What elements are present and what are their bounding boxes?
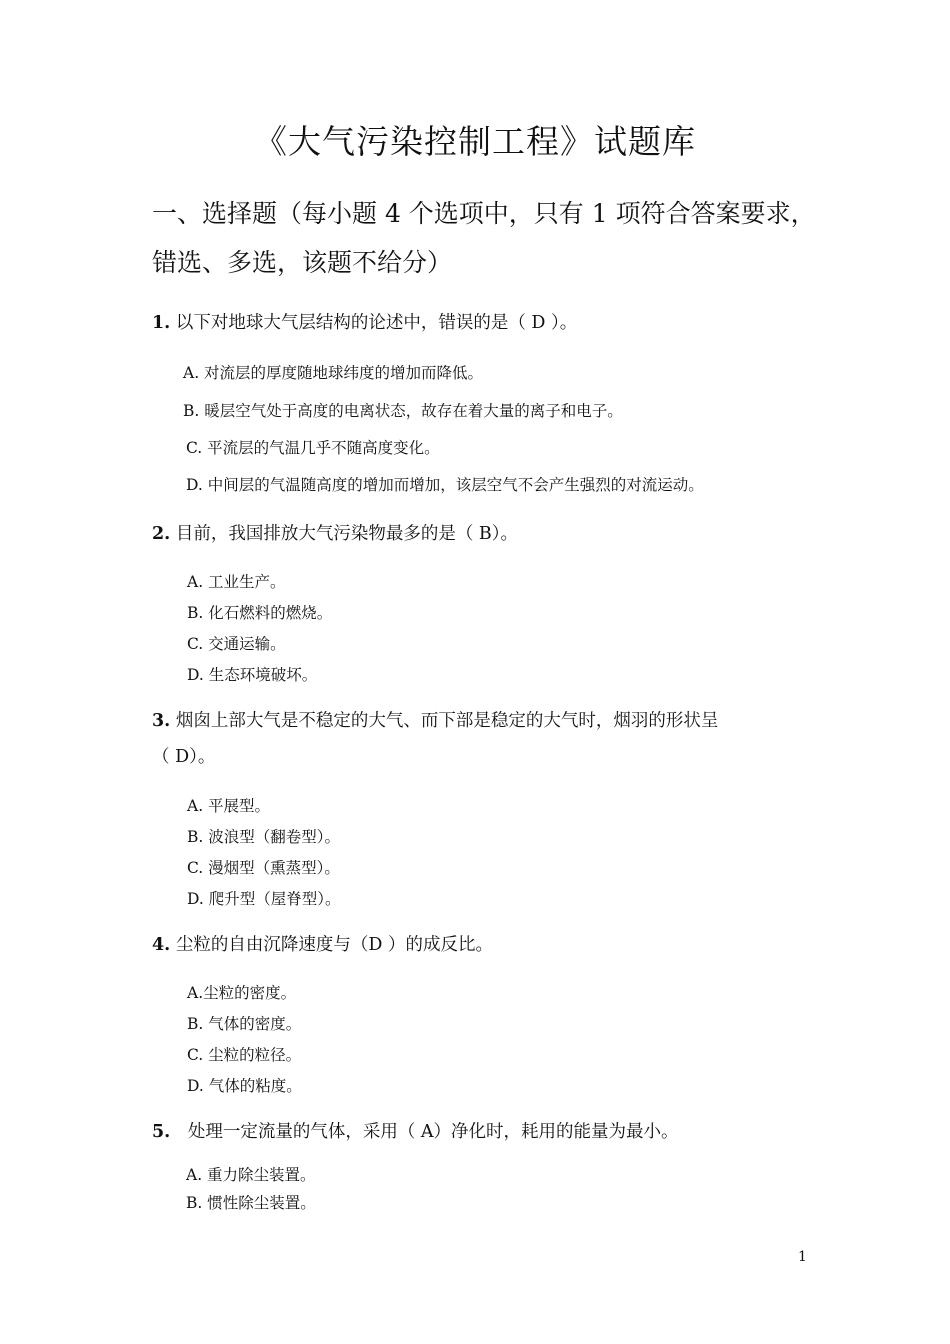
option-4b: B. 气体的密度。 — [187, 1015, 302, 1033]
question-text: 烟囱上部大气是不稳定的大气、而下部是稳定的大气时，烟羽的形状呈 — [175, 711, 719, 731]
option-1b: B. 暖层空气处于高度的电离状态，故存在着大量的离子和电子。 — [183, 402, 623, 420]
option-1c: C. 平流层的气温几乎不随高度变化。 — [186, 439, 440, 457]
option-4d: D. 气体的粘度。 — [187, 1077, 302, 1095]
option-2d: D. 生态环境破坏。 — [187, 666, 318, 684]
question-2 — [152, 520, 518, 545]
question-text: 处理一定流量的气体，采用（ A）净化时，耗用的能量为最小。 — [187, 1122, 679, 1142]
option-3d: D. 爬升型（屋脊型）。 — [187, 890, 341, 908]
question-5 — [152, 1118, 679, 1143]
option-4c: C. 尘粒的粒径。 — [187, 1046, 302, 1064]
question-3-continued: （ D）。 — [152, 747, 216, 767]
question-text: 尘粒的自由沉降速度与（D ）的成反比。 — [175, 935, 493, 955]
section-heading-line1: 一、选择题（每小题 4 个选项中，只有 1 项符合答案要求， — [152, 199, 816, 228]
question-text: 以下对地球大气层结构的论述中，错误的是（ D ）。 — [175, 313, 578, 333]
option-1d: D. 中间层的气温随高度的增加而增加，该层空气不会产生强烈的对流运动。 — [186, 476, 704, 494]
option-3c: C. 漫烟型（熏蒸型）。 — [187, 859, 340, 877]
option-1a: A. 对流层的厚度随地球纬度的增加而降低。 — [183, 364, 484, 382]
option-3b: B. 波浪型（翻卷型）。 — [187, 828, 340, 846]
question-number: 1. — [152, 313, 171, 333]
option-4a: A.尘粒的密度。 — [187, 984, 297, 1002]
question-number: 5. — [152, 1122, 171, 1142]
section-heading-line2: 错选、多选，该题不给分） — [152, 248, 453, 277]
question-text: 目前，我国排放大气污染物最多的是（ B）。 — [175, 524, 519, 544]
option-3a: A. 平展型。 — [187, 797, 271, 815]
question-1 — [152, 309, 577, 334]
option-2c: C. 交通运输。 — [187, 635, 286, 653]
option-5b: B. 惯性除尘装置。 — [186, 1194, 316, 1212]
question-number: 4. — [152, 935, 171, 955]
question-4 — [152, 931, 493, 956]
page-number: 1 — [798, 1249, 807, 1265]
question-number: 2. — [152, 524, 171, 544]
option-2a: A. 工业生产。 — [187, 573, 286, 591]
option-2b: B. 化石燃料的燃烧。 — [187, 604, 333, 622]
document-title: 《大气污染控制工程》试题库 — [254, 122, 696, 161]
option-5a: A. 重力除尘装置。 — [186, 1166, 316, 1184]
question-3 — [152, 707, 718, 732]
question-number: 3. — [152, 711, 171, 731]
